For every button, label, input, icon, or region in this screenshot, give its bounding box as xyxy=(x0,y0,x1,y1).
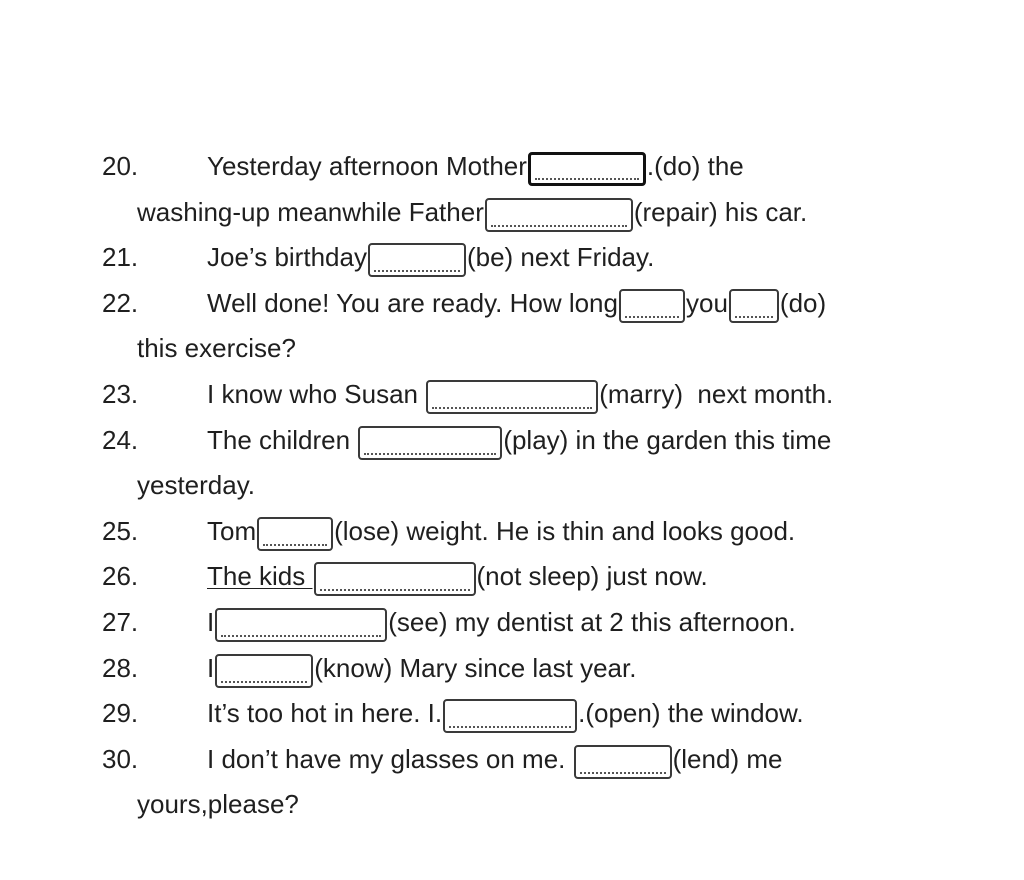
sentence-text: yours,please? xyxy=(137,789,299,820)
sentence-text: (know) Mary since last year. xyxy=(314,652,637,683)
exercise-item-continuation xyxy=(0,455,1024,501)
sentence-text: (not sleep) just now. xyxy=(476,561,708,592)
sentence-text: (marry) next month. xyxy=(599,379,834,409)
exercise-item xyxy=(0,638,1024,684)
exercise-item xyxy=(0,501,1024,547)
item-text xyxy=(207,695,804,729)
item-text xyxy=(207,604,796,638)
sentence-text: (be) next Friday. xyxy=(466,242,655,273)
item-text xyxy=(207,650,636,684)
exercise-item xyxy=(0,683,1024,729)
sentence-text: (lend) me xyxy=(672,743,783,774)
item-text xyxy=(207,148,744,182)
sentence-text: The children xyxy=(207,424,358,455)
item-number: 21. xyxy=(102,242,139,273)
item-text xyxy=(207,741,782,775)
item-number: 27. xyxy=(102,607,139,637)
item-text xyxy=(137,194,807,228)
exercise-item xyxy=(0,729,1024,775)
sentence-text: It’s too hot in here. I. xyxy=(207,698,443,729)
sentence-text: this exercise? xyxy=(137,333,296,364)
item-text xyxy=(137,469,255,501)
sentence-text: (see) my dentist at 2 this afternoon. xyxy=(388,607,796,637)
item-number: 25. xyxy=(102,515,139,546)
sentence-text: (do) xyxy=(779,287,827,318)
exercise-item xyxy=(0,273,1024,319)
item-text xyxy=(137,788,299,820)
exercise-item-continuation xyxy=(0,182,1024,228)
exercise-item xyxy=(0,136,1024,182)
sentence-text: you xyxy=(685,287,728,318)
item-number: 23. xyxy=(102,379,139,409)
exercise-item-continuation xyxy=(0,774,1024,820)
item-number: 29. xyxy=(102,698,139,729)
sentence-text: .(do) the xyxy=(646,151,744,181)
sentence-text: washing-up meanwhile Father xyxy=(137,196,484,227)
item-text xyxy=(207,558,708,592)
sentence-text: (repair) his car. xyxy=(633,196,808,227)
sentence-text: Yesterday afternoon Mother xyxy=(207,151,527,181)
sentence-text: (play) in the garden this time xyxy=(503,424,832,455)
sentence-text: I don’t have my glasses on me. xyxy=(207,743,573,774)
item-text xyxy=(207,285,826,319)
sentence-text: (lose) weight. He is thin and looks good. xyxy=(334,515,796,546)
exercise-item xyxy=(0,592,1024,638)
exercise-item xyxy=(0,410,1024,456)
sentence-text: Well done! You are ready. How long xyxy=(207,287,618,318)
item-text xyxy=(137,332,296,364)
exercise-item-continuation xyxy=(0,318,1024,364)
item-number: 28. xyxy=(102,652,139,683)
sentence-text: yesterday. xyxy=(137,470,256,501)
item-text xyxy=(207,376,833,410)
item-text xyxy=(207,239,654,273)
item-number: 30. xyxy=(102,743,139,774)
sentence-text: I xyxy=(207,652,215,683)
item-number: 20. xyxy=(102,151,139,181)
item-text xyxy=(207,513,795,547)
item-text xyxy=(207,422,831,456)
sentence-text: I know who Susan xyxy=(207,379,426,409)
item-number: 22. xyxy=(102,287,139,318)
sentence-text: .(open) the window. xyxy=(578,698,804,729)
exercise-item xyxy=(0,546,1024,592)
sentence-text: Joe’s birthday xyxy=(207,242,367,273)
exercise-item xyxy=(0,227,1024,273)
item-number: 24. xyxy=(102,424,139,455)
sentence-text: The kids xyxy=(207,561,313,592)
sentence-text: Tom xyxy=(207,515,257,546)
item-number: 26. xyxy=(102,561,139,592)
sentence-text: I xyxy=(207,607,215,637)
exercise-item xyxy=(0,364,1024,410)
